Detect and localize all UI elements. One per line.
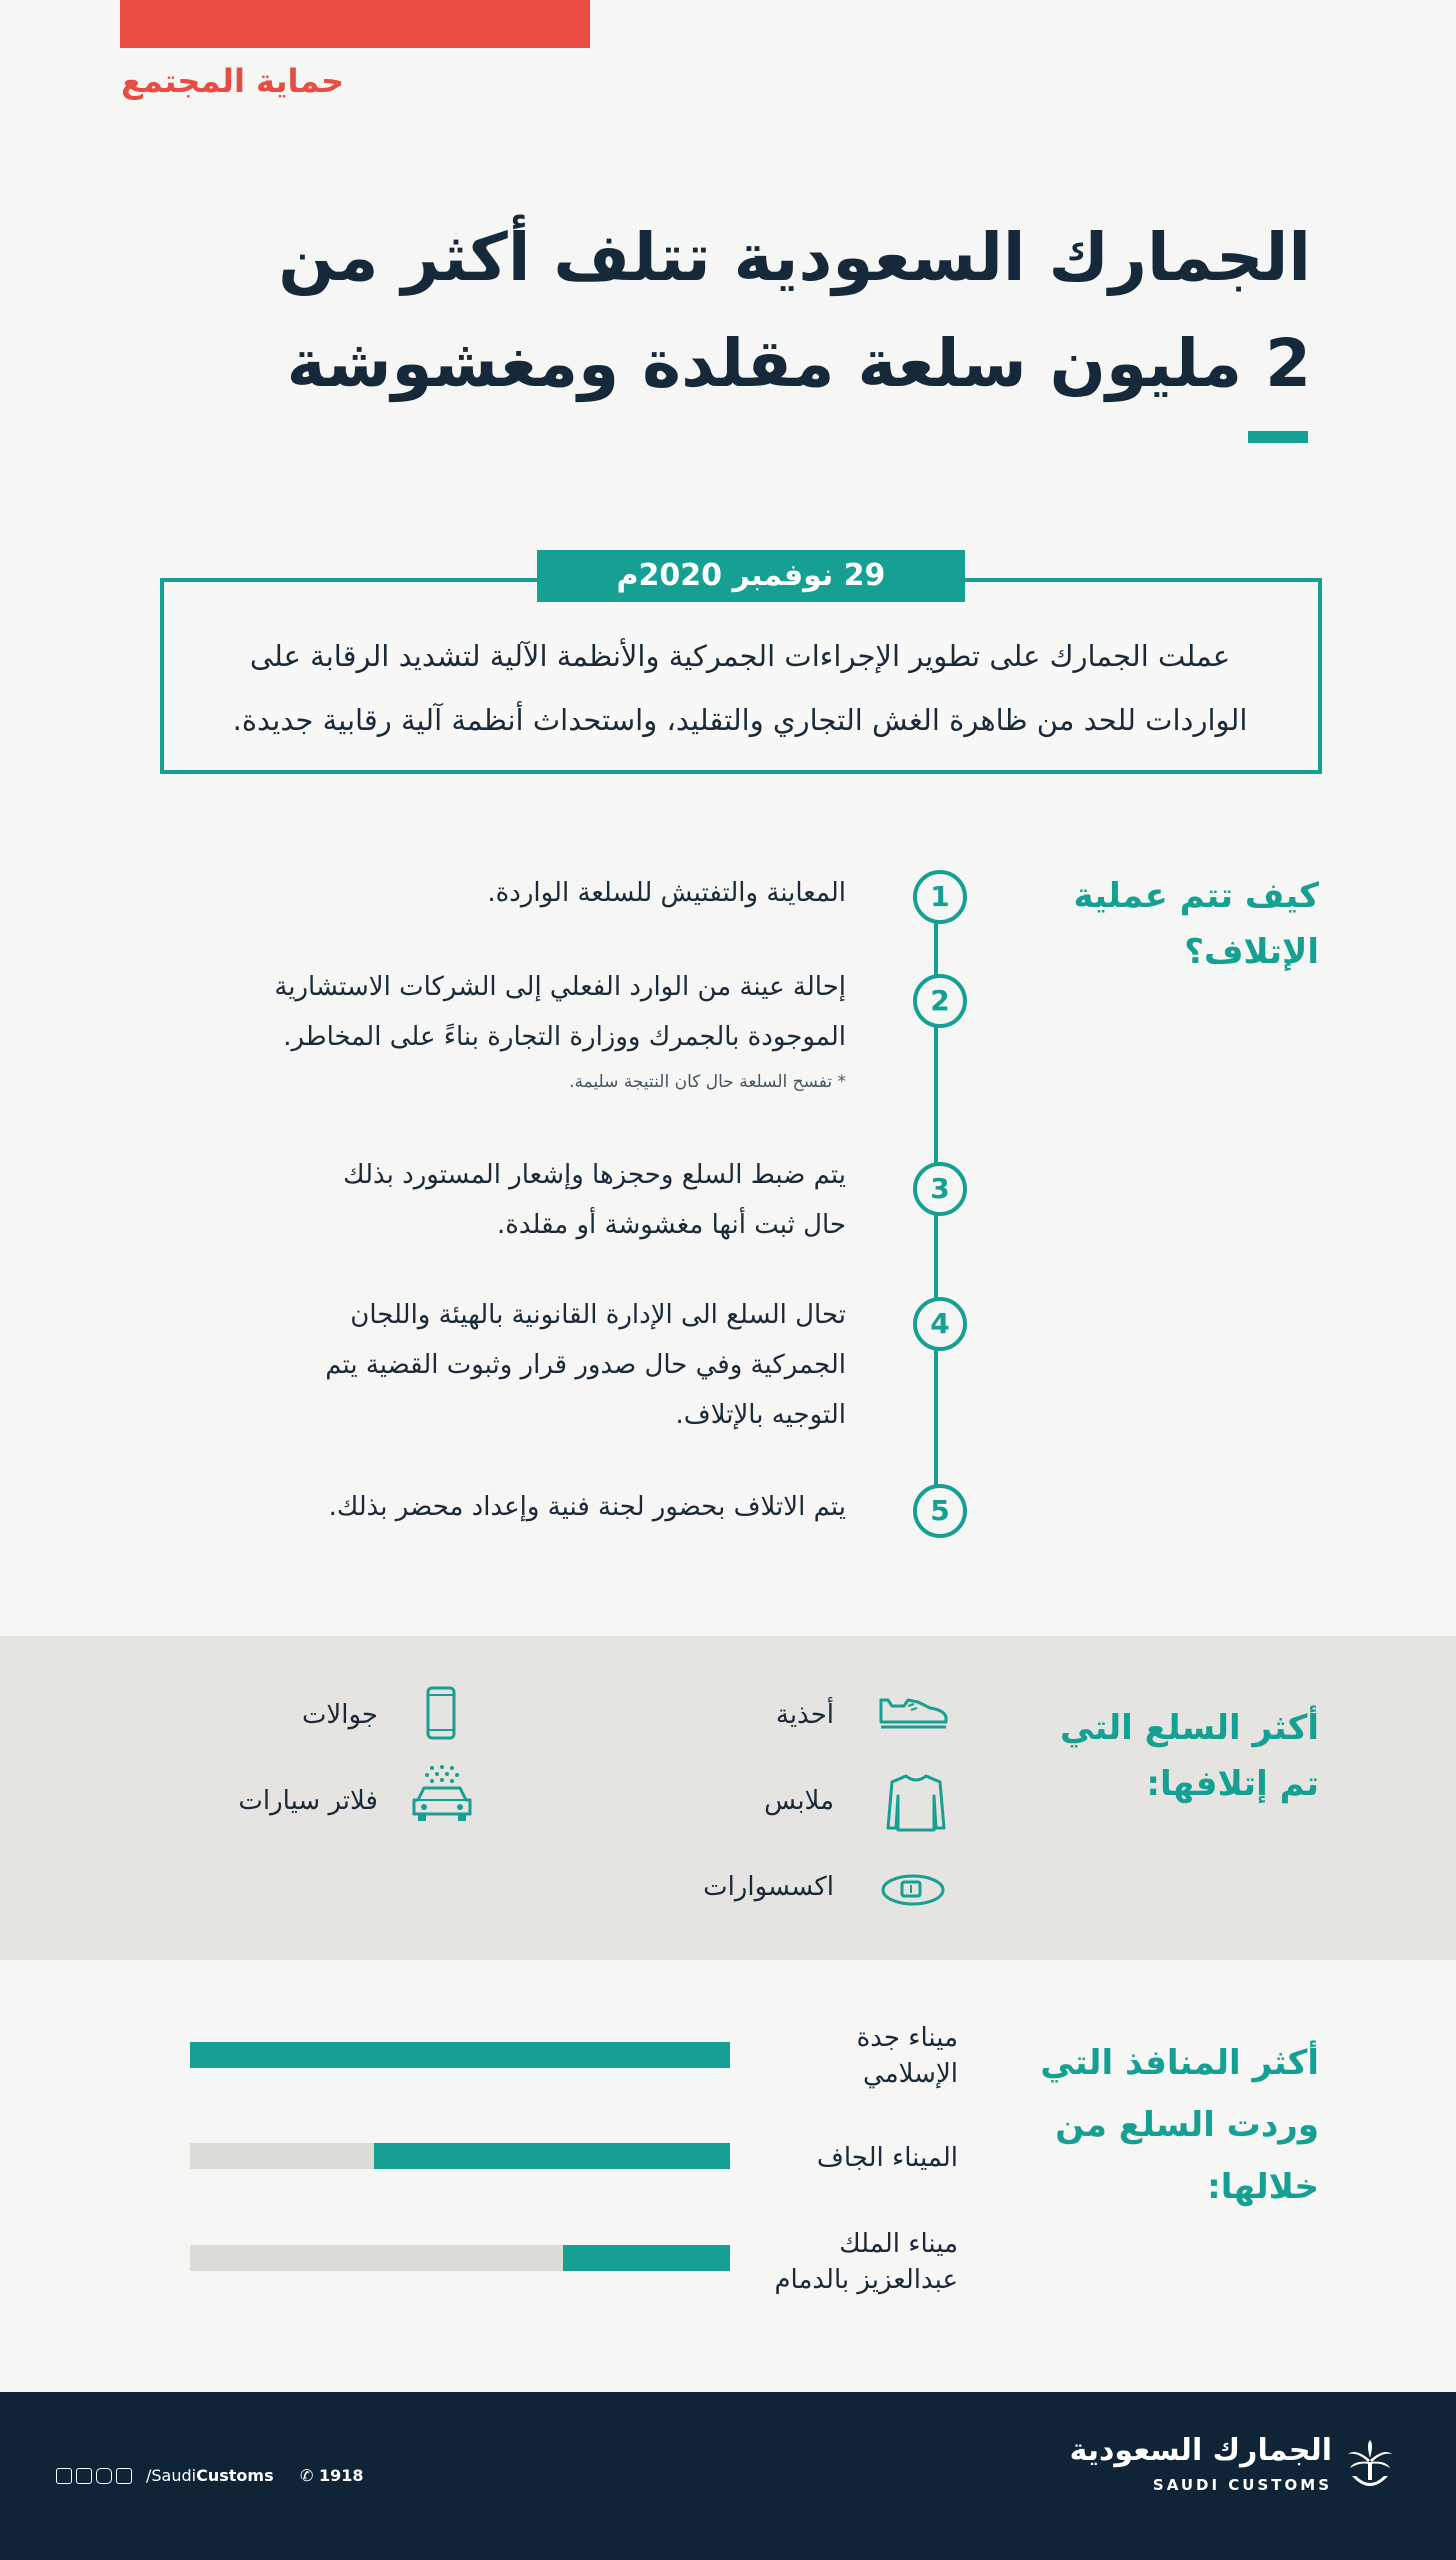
logo-english: SAUDI CUSTOMS: [1152, 2476, 1332, 2494]
process-heading-line-2: الإتلاف؟: [1184, 932, 1319, 972]
step-3-line-1: يتم ضبط السلع وحجزها وإشعار المستورد بذلك: [343, 1160, 846, 1190]
sweater-icon: [884, 1772, 948, 1834]
phone-icon: [426, 1686, 456, 1740]
social-handle[interactable]: [146, 2466, 274, 2485]
step-2-line-2: الموجودة بالجمرك ووزارة التجارة بناءً على المخاطر.: [283, 1022, 846, 1052]
goods-heading-line-2: تم إتلافها:: [1146, 1764, 1319, 1804]
process-heading-line-1: كيف تتم عملية: [1073, 876, 1319, 916]
step-4-line-1: تحال السلع الى الإدارة القانونية بالهيئة واللجان: [350, 1300, 846, 1330]
linkedin-icon[interactable]: [116, 2468, 132, 2484]
good-label-car-filters: فلاتر سيارات: [238, 1786, 378, 1816]
title-line-1: الجمارك السعودية تتلف أكثر من: [278, 219, 1311, 296]
step-1-line-1: المعاينة والتفتيش للسلعة الواردة.: [487, 878, 846, 908]
step-text-3: [206, 1150, 846, 1250]
port-jeddah-line-1: ميناء جدة: [856, 2023, 958, 2053]
belt-icon: [880, 1872, 946, 1908]
step-text-5: [206, 1482, 846, 1532]
good-label-shoes: أحذية: [775, 1700, 834, 1730]
ports-heading-line-3: خلالها:: [1207, 2167, 1319, 2207]
step-text-2: [206, 962, 846, 1062]
port-jeddah-line-2: الإسلامي: [863, 2059, 958, 2089]
good-label-accessories: اكسسوارات: [703, 1872, 834, 1902]
title-underline: [1248, 431, 1308, 443]
port-bar-dry-port: [190, 2143, 730, 2169]
step-5-line-1: يتم الاتلاف بحضور لجنة فنية وإعداد محضر بذلك.: [328, 1492, 846, 1522]
step-4-line-2: الجمركية وفي حال صدور قرار وثبوت القضية يتم: [325, 1350, 846, 1380]
port-dammam-line-2: عبدالعزيز بالدمام: [774, 2265, 958, 2295]
intro-line-1: عملت الجمارك على تطوير الإجراءات الجمركية والأنظمة الآلية لتشديد الرقابة على: [249, 639, 1231, 673]
page-title: [211, 205, 1311, 417]
good-label-phones: جوالات: [301, 1700, 378, 1730]
goods-heading-line-1: أكثر السلع التي: [1060, 1708, 1319, 1748]
intro-text: [200, 624, 1280, 752]
logo-arabic: الجمارك السعودية: [1069, 2433, 1332, 2468]
step-number-1: 1: [913, 870, 967, 924]
title-line-2: 2 مليون سلعة مقلدة ومغشوشة: [286, 325, 1311, 402]
step-number-4: 4: [913, 1297, 967, 1351]
good-label-clothes: ملابس: [764, 1786, 834, 1816]
port-bar-dammam: [190, 2245, 730, 2271]
phone-number-text: 1918: [318, 2466, 364, 2485]
social-handle-bold: Customs: [196, 2466, 274, 2485]
step-text-4: [206, 1290, 846, 1440]
top-accent-bar: [120, 0, 590, 48]
twitter-icon[interactable]: [76, 2468, 92, 2484]
social-handle-prefix: /Saudi: [146, 2466, 197, 2485]
port-dammam-line-1: ميناء الملك: [839, 2229, 958, 2259]
step-2-note: * تفسح السلعة حال كان النتيجة سليمة.: [569, 1072, 846, 1092]
port-bar-jeddah: [190, 2042, 730, 2068]
port-dry-line-1: الميناء الجاف: [816, 2143, 958, 2173]
instagram-icon[interactable]: [96, 2468, 112, 2484]
intro-line-2: الواردات للحد من ظاهرة الغش التجاري والتقليد، واستحداث أنظمة آلية رقابية جديدة.: [232, 703, 1248, 737]
step-4-line-3: التوجيه بالإتلاف.: [675, 1400, 846, 1430]
category-label: حماية المجتمع: [121, 62, 344, 100]
process-heading: [1059, 868, 1319, 980]
shoe-icon: [878, 1692, 950, 1732]
goods-heading: [1019, 1700, 1319, 1812]
ports-heading-line-2: وردت السلع من: [1055, 2105, 1319, 2145]
palm-logo-icon: [1346, 2440, 1394, 2496]
ports-heading: [1019, 2032, 1319, 2218]
step-number-3: 3: [913, 1162, 967, 1216]
step-text-1: [206, 868, 846, 918]
step-3-line-2: حال ثبت أنها مغشوشة أو مقلدة.: [496, 1210, 846, 1240]
car-wash-icon: [410, 1764, 474, 1824]
port-bar-fill-dry-port: [374, 2143, 730, 2169]
port-bar-fill-jeddah: [190, 2042, 730, 2068]
step-number-5: 5: [913, 1484, 967, 1538]
port-bar-fill-dammam: [563, 2245, 730, 2271]
facebook-icon[interactable]: [56, 2468, 72, 2484]
ports-heading-line-1: أكثر المنافذ التي: [1040, 2043, 1319, 2083]
step-2-line-1: إحالة عينة من الوارد الفعلي إلى الشركات الاستشارية: [274, 972, 846, 1002]
step-number-2: 2: [913, 974, 967, 1028]
date-badge: 29 نوفمبر 2020م: [537, 550, 965, 602]
phone-number[interactable]: [300, 2466, 364, 2485]
phone-icon-glyph: ✆: [300, 2466, 319, 2485]
